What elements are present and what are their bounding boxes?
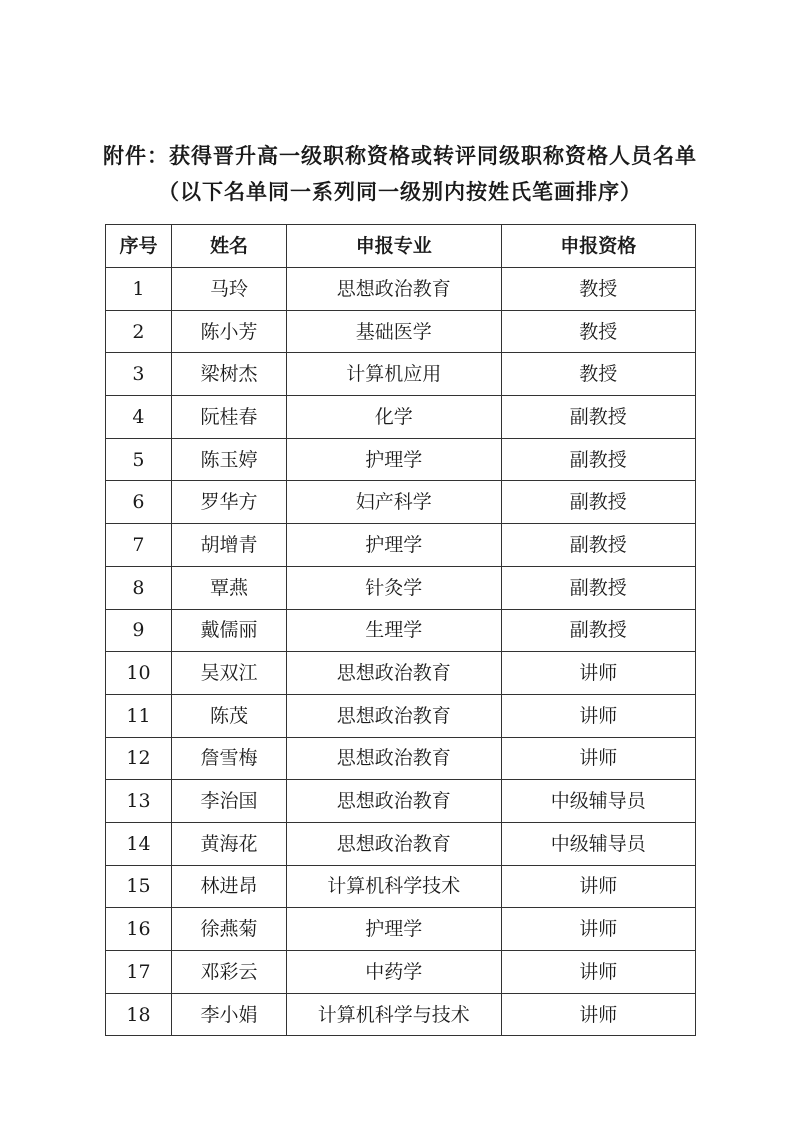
cell-major: 护理学	[287, 908, 502, 951]
table-header-row	[106, 225, 696, 268]
cell-major: 计算机科学技术	[287, 865, 502, 908]
cell-major: 基础医学	[287, 310, 502, 353]
header-serial-number: 序号	[106, 225, 172, 268]
table-row	[106, 993, 696, 1036]
table-body	[106, 268, 696, 1036]
cell-name: 邓彩云	[171, 951, 286, 994]
cell-name: 罗华方	[171, 481, 286, 524]
cell-qualification: 讲师	[501, 951, 695, 994]
table-row	[106, 780, 696, 823]
table-row	[106, 737, 696, 780]
cell-major: 思想政治教育	[287, 652, 502, 695]
header-qualification: 申报资格	[501, 225, 695, 268]
cell-qualification: 教授	[501, 310, 695, 353]
cell-serial-number: 3	[106, 353, 172, 396]
cell-serial-number: 17	[106, 951, 172, 994]
cell-qualification: 副教授	[501, 566, 695, 609]
cell-major: 化学	[287, 396, 502, 439]
cell-name: 詹雪梅	[171, 737, 286, 780]
cell-serial-number: 10	[106, 652, 172, 695]
cell-serial-number: 16	[106, 908, 172, 951]
cell-serial-number: 8	[106, 566, 172, 609]
cell-qualification: 教授	[501, 353, 695, 396]
cell-serial-number: 1	[106, 268, 172, 311]
cell-qualification: 讲师	[501, 908, 695, 951]
cell-major: 计算机应用	[287, 353, 502, 396]
cell-qualification: 中级辅导员	[501, 780, 695, 823]
cell-name: 黄海花	[171, 822, 286, 865]
cell-serial-number: 14	[106, 822, 172, 865]
cell-name: 李治国	[171, 780, 286, 823]
cell-major: 计算机科学与技术	[287, 993, 502, 1036]
cell-qualification: 副教授	[501, 396, 695, 439]
cell-serial-number: 6	[106, 481, 172, 524]
cell-serial-number: 9	[106, 609, 172, 652]
cell-name: 马玲	[171, 268, 286, 311]
cell-serial-number: 4	[106, 396, 172, 439]
table-row	[106, 524, 696, 567]
table-row	[106, 865, 696, 908]
cell-name: 覃燕	[171, 566, 286, 609]
cell-serial-number: 12	[106, 737, 172, 780]
cell-major: 护理学	[287, 524, 502, 567]
header-name: 姓名	[171, 225, 286, 268]
cell-qualification: 讲师	[501, 737, 695, 780]
cell-major: 思想政治教育	[287, 694, 502, 737]
table-row	[106, 694, 696, 737]
table-row	[106, 652, 696, 695]
cell-name: 胡增青	[171, 524, 286, 567]
cell-serial-number: 7	[106, 524, 172, 567]
personnel-table	[105, 224, 696, 1036]
cell-major: 思想政治教育	[287, 780, 502, 823]
document-subtitle: （以下名单同一系列同一级别内按姓氏笔画排序）	[158, 180, 642, 204]
cell-major: 思想政治教育	[287, 268, 502, 311]
cell-serial-number: 15	[106, 865, 172, 908]
table-row	[106, 268, 696, 311]
cell-qualification: 副教授	[501, 438, 695, 481]
cell-qualification: 副教授	[501, 524, 695, 567]
cell-qualification: 教授	[501, 268, 695, 311]
table-row	[106, 822, 696, 865]
cell-serial-number: 2	[106, 310, 172, 353]
cell-name: 陈玉婷	[171, 438, 286, 481]
table-row	[106, 566, 696, 609]
table-row	[106, 481, 696, 524]
cell-name: 李小娟	[171, 993, 286, 1036]
cell-major: 思想政治教育	[287, 822, 502, 865]
cell-qualification: 中级辅导员	[501, 822, 695, 865]
cell-major: 生理学	[287, 609, 502, 652]
cell-qualification: 副教授	[501, 481, 695, 524]
cell-name: 戴儒丽	[171, 609, 286, 652]
cell-major: 中药学	[287, 951, 502, 994]
cell-qualification: 讲师	[501, 694, 695, 737]
cell-major: 思想政治教育	[287, 737, 502, 780]
cell-serial-number: 11	[106, 694, 172, 737]
cell-serial-number: 13	[106, 780, 172, 823]
cell-major: 妇产科学	[287, 481, 502, 524]
cell-serial-number: 5	[106, 438, 172, 481]
cell-qualification: 副教授	[501, 609, 695, 652]
cell-qualification: 讲师	[501, 993, 695, 1036]
cell-name: 林进昂	[171, 865, 286, 908]
cell-name: 陈小芳	[171, 310, 286, 353]
table-row	[106, 609, 696, 652]
cell-qualification: 讲师	[501, 865, 695, 908]
table-row	[106, 310, 696, 353]
table-row	[106, 908, 696, 951]
cell-qualification: 讲师	[501, 652, 695, 695]
cell-serial-number: 18	[106, 993, 172, 1036]
cell-name: 徐燕菊	[171, 908, 286, 951]
table-row	[106, 438, 696, 481]
header-major: 申报专业	[287, 225, 502, 268]
document-title: 附件：获得晋升高一级职称资格或转评同级职称资格人员名单	[103, 144, 697, 168]
cell-major: 针灸学	[287, 566, 502, 609]
table-row	[106, 396, 696, 439]
cell-name: 吴双江	[171, 652, 286, 695]
cell-name: 陈茂	[171, 694, 286, 737]
table-row	[106, 951, 696, 994]
cell-name: 梁树杰	[171, 353, 286, 396]
cell-name: 阮桂春	[171, 396, 286, 439]
table-row	[106, 353, 696, 396]
cell-major: 护理学	[287, 438, 502, 481]
